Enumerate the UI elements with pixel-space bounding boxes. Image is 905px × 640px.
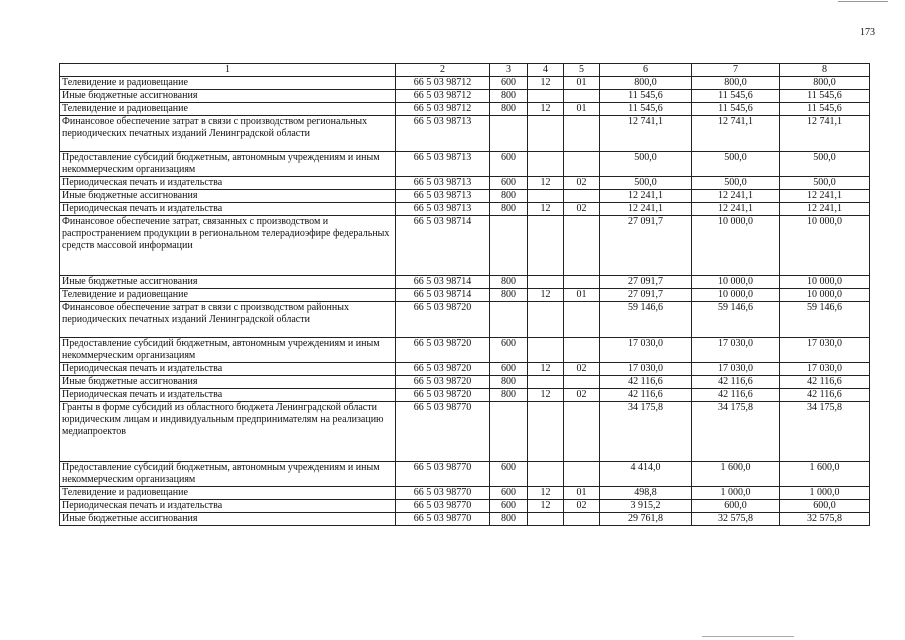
row-expense-type: 800	[490, 276, 528, 289]
row-name: Периодическая печать и издательства	[60, 203, 396, 216]
row-value-8: 59 146,6	[780, 302, 870, 338]
row-value-8: 800,0	[780, 77, 870, 90]
table-row	[60, 90, 870, 103]
row-value-8: 500,0	[780, 177, 870, 190]
row-subsection	[564, 190, 600, 203]
row-section	[528, 190, 564, 203]
row-value-7: 10 000,0	[692, 289, 780, 302]
row-expense-type: 600	[490, 462, 528, 487]
row-value-6: 11 545,6	[600, 103, 692, 116]
table-row	[60, 203, 870, 216]
row-subsection: 02	[564, 389, 600, 402]
row-value-6: 34 175,8	[600, 402, 692, 462]
row-subsection: 01	[564, 103, 600, 116]
row-name: Финансовое обеспечение затрат в связи с производством районных периодических печатных изданий Ленинградской области	[60, 302, 396, 338]
row-expense-type: 800	[490, 103, 528, 116]
row-section	[528, 402, 564, 462]
row-name: Периодическая печать и издательства	[60, 177, 396, 190]
table-row	[60, 376, 870, 389]
column-header: 5	[564, 64, 600, 77]
table-row	[60, 302, 870, 338]
row-code: 66 5 03 98713	[396, 152, 490, 177]
row-code: 66 5 03 98713	[396, 116, 490, 152]
row-value-8: 34 175,8	[780, 402, 870, 462]
row-value-7: 12 241,1	[692, 203, 780, 216]
row-value-7: 600,0	[692, 500, 780, 513]
row-value-8: 600,0	[780, 500, 870, 513]
row-code: 66 5 03 98720	[396, 376, 490, 389]
row-value-6: 12 241,1	[600, 203, 692, 216]
row-section: 12	[528, 289, 564, 302]
row-name: Гранты в форме субсидий из областного бюджета Ленинградской области юридическим лицам и индивидуальным предпринимателям на реализацию медиапроектов	[60, 402, 396, 462]
row-code: 66 5 03 98720	[396, 363, 490, 376]
row-section	[528, 216, 564, 276]
row-name: Предоставление субсидий бюджетным, автономным учреждениям и иным некоммерческим организациям	[60, 338, 396, 363]
row-expense-type: 600	[490, 338, 528, 363]
row-expense-type: 600	[490, 152, 528, 177]
row-value-8: 17 030,0	[780, 363, 870, 376]
row-value-6: 12 741,1	[600, 116, 692, 152]
table-row	[60, 363, 870, 376]
row-value-7: 17 030,0	[692, 363, 780, 376]
row-name: Иные бюджетные ассигнования	[60, 513, 396, 526]
row-subsection	[564, 116, 600, 152]
row-value-7: 34 175,8	[692, 402, 780, 462]
table-row	[60, 462, 870, 487]
row-subsection	[564, 276, 600, 289]
row-name: Иные бюджетные ассигнования	[60, 190, 396, 203]
row-expense-type: 600	[490, 500, 528, 513]
table-row	[60, 513, 870, 526]
row-section	[528, 513, 564, 526]
row-value-6: 11 545,6	[600, 90, 692, 103]
row-value-6: 27 091,7	[600, 289, 692, 302]
column-header: 6	[600, 64, 692, 77]
table-row	[60, 276, 870, 289]
row-value-6: 42 116,6	[600, 376, 692, 389]
row-code: 66 5 03 98770	[396, 500, 490, 513]
table-row	[60, 190, 870, 203]
column-header: 3	[490, 64, 528, 77]
row-section	[528, 276, 564, 289]
row-subsection: 02	[564, 363, 600, 376]
row-section	[528, 116, 564, 152]
row-value-8: 10 000,0	[780, 216, 870, 276]
row-value-6: 27 091,7	[600, 216, 692, 276]
row-subsection	[564, 152, 600, 177]
row-name: Телевидение и радиовещание	[60, 103, 396, 116]
table-row	[60, 389, 870, 402]
row-code: 66 5 03 98720	[396, 389, 490, 402]
row-section	[528, 376, 564, 389]
table-row	[60, 216, 870, 276]
table-row	[60, 487, 870, 500]
row-name: Телевидение и радиовещание	[60, 77, 396, 90]
row-value-7: 32 575,8	[692, 513, 780, 526]
row-value-7: 17 030,0	[692, 338, 780, 363]
row-name: Периодическая печать и издательства	[60, 389, 396, 402]
row-value-6: 12 241,1	[600, 190, 692, 203]
row-value-7: 42 116,6	[692, 389, 780, 402]
row-name: Предоставление субсидий бюджетным, автономным учреждениям и иным некоммерческим организациям	[60, 152, 396, 177]
column-header: 8	[780, 64, 870, 77]
table-row	[60, 289, 870, 302]
row-subsection: 02	[564, 203, 600, 216]
row-value-8: 11 545,6	[780, 103, 870, 116]
row-subsection	[564, 216, 600, 276]
row-section: 12	[528, 103, 564, 116]
table-body	[60, 77, 870, 526]
row-section: 12	[528, 177, 564, 190]
row-value-8: 500,0	[780, 152, 870, 177]
row-value-6: 498,8	[600, 487, 692, 500]
row-value-6: 59 146,6	[600, 302, 692, 338]
row-code: 66 5 03 98712	[396, 90, 490, 103]
row-value-7: 1 000,0	[692, 487, 780, 500]
row-expense-type: 600	[490, 177, 528, 190]
row-expense-type: 800	[490, 376, 528, 389]
row-subsection: 02	[564, 500, 600, 513]
row-value-6: 29 761,8	[600, 513, 692, 526]
row-value-8: 12 741,1	[780, 116, 870, 152]
row-value-7: 10 000,0	[692, 216, 780, 276]
row-expense-type: 600	[490, 77, 528, 90]
row-code: 66 5 03 98713	[396, 177, 490, 190]
row-section	[528, 302, 564, 338]
row-value-7: 10 000,0	[692, 276, 780, 289]
table-row	[60, 177, 870, 190]
row-value-7: 42 116,6	[692, 376, 780, 389]
row-value-8: 32 575,8	[780, 513, 870, 526]
row-code: 66 5 03 98714	[396, 216, 490, 276]
row-value-6: 17 030,0	[600, 363, 692, 376]
row-name: Иные бюджетные ассигнования	[60, 376, 396, 389]
table-row	[60, 103, 870, 116]
row-code: 66 5 03 98770	[396, 462, 490, 487]
row-subsection: 02	[564, 177, 600, 190]
row-code: 66 5 03 98714	[396, 276, 490, 289]
row-name: Периодическая печать и издательства	[60, 500, 396, 513]
row-section: 12	[528, 203, 564, 216]
row-value-6: 500,0	[600, 177, 692, 190]
row-value-7: 12 741,1	[692, 116, 780, 152]
row-subsection	[564, 402, 600, 462]
row-expense-type	[490, 216, 528, 276]
row-code: 66 5 03 98712	[396, 103, 490, 116]
row-name: Периодическая печать и издательства	[60, 363, 396, 376]
row-value-7: 500,0	[692, 177, 780, 190]
column-header: 1	[60, 64, 396, 77]
row-code: 66 5 03 98770	[396, 513, 490, 526]
row-expense-type: 800	[490, 90, 528, 103]
row-subsection	[564, 302, 600, 338]
column-header: 7	[692, 64, 780, 77]
row-value-6: 4 414,0	[600, 462, 692, 487]
row-code: 66 5 03 98712	[396, 77, 490, 90]
row-expense-type: 600	[490, 363, 528, 376]
row-section: 12	[528, 389, 564, 402]
row-code: 66 5 03 98770	[396, 487, 490, 500]
row-value-8: 11 545,6	[780, 90, 870, 103]
row-code: 66 5 03 98770	[396, 402, 490, 462]
row-value-7: 12 241,1	[692, 190, 780, 203]
row-section: 12	[528, 487, 564, 500]
row-expense-type	[490, 302, 528, 338]
table-row	[60, 338, 870, 363]
row-value-8: 12 241,1	[780, 203, 870, 216]
row-name: Телевидение и радиовещание	[60, 289, 396, 302]
page-number: 173	[860, 27, 875, 38]
row-value-8: 10 000,0	[780, 289, 870, 302]
row-subsection: 01	[564, 487, 600, 500]
row-expense-type: 800	[490, 190, 528, 203]
row-value-6: 3 915,2	[600, 500, 692, 513]
bottom-edge-line	[702, 636, 794, 637]
row-name: Телевидение и радиовещание	[60, 487, 396, 500]
row-section: 12	[528, 500, 564, 513]
row-section: 12	[528, 363, 564, 376]
row-expense-type: 800	[490, 289, 528, 302]
row-expense-type: 800	[490, 513, 528, 526]
row-value-7: 11 545,6	[692, 103, 780, 116]
row-section	[528, 152, 564, 177]
row-code: 66 5 03 98720	[396, 338, 490, 363]
row-section	[528, 462, 564, 487]
row-value-8: 10 000,0	[780, 276, 870, 289]
row-subsection	[564, 513, 600, 526]
top-edge-line	[838, 1, 888, 2]
row-section	[528, 338, 564, 363]
row-value-6: 800,0	[600, 77, 692, 90]
row-value-8: 1 000,0	[780, 487, 870, 500]
row-subsection	[564, 462, 600, 487]
row-value-6: 42 116,6	[600, 389, 692, 402]
row-subsection	[564, 376, 600, 389]
row-value-7: 500,0	[692, 152, 780, 177]
row-value-8: 42 116,6	[780, 376, 870, 389]
row-name: Финансовое обеспечение затрат, связанных с производством и распространением продукции в региональном телерадиоэфире федеральных средств массовой информации	[60, 216, 396, 276]
row-value-8: 1 600,0	[780, 462, 870, 487]
row-value-6: 17 030,0	[600, 338, 692, 363]
table-row	[60, 116, 870, 152]
table-row	[60, 152, 870, 177]
row-code: 66 5 03 98714	[396, 289, 490, 302]
column-header: 2	[396, 64, 490, 77]
row-expense-type	[490, 402, 528, 462]
row-value-8: 42 116,6	[780, 389, 870, 402]
budget-table	[59, 63, 870, 526]
row-section	[528, 90, 564, 103]
row-value-7: 11 545,6	[692, 90, 780, 103]
row-expense-type: 800	[490, 389, 528, 402]
row-expense-type: 600	[490, 487, 528, 500]
row-value-7: 800,0	[692, 77, 780, 90]
row-name: Иные бюджетные ассигнования	[60, 90, 396, 103]
row-name: Финансовое обеспечение затрат в связи с производством региональных периодических печатных изданий Ленинградской области	[60, 116, 396, 152]
row-subsection: 01	[564, 289, 600, 302]
row-value-7: 59 146,6	[692, 302, 780, 338]
header-row	[60, 64, 870, 77]
row-code: 66 5 03 98713	[396, 203, 490, 216]
row-name: Иные бюджетные ассигнования	[60, 276, 396, 289]
table-row	[60, 77, 870, 90]
row-name: Предоставление субсидий бюджетным, автономным учреждениям и иным некоммерческим организациям	[60, 462, 396, 487]
row-value-8: 12 241,1	[780, 190, 870, 203]
row-subsection	[564, 90, 600, 103]
table-row	[60, 500, 870, 513]
row-value-6: 500,0	[600, 152, 692, 177]
row-code: 66 5 03 98720	[396, 302, 490, 338]
row-expense-type	[490, 116, 528, 152]
row-value-7: 1 600,0	[692, 462, 780, 487]
column-header: 4	[528, 64, 564, 77]
row-value-6: 27 091,7	[600, 276, 692, 289]
row-section: 12	[528, 77, 564, 90]
row-subsection: 01	[564, 77, 600, 90]
row-subsection	[564, 338, 600, 363]
table-row	[60, 402, 870, 462]
row-code: 66 5 03 98713	[396, 190, 490, 203]
row-expense-type: 800	[490, 203, 528, 216]
row-value-8: 17 030,0	[780, 338, 870, 363]
